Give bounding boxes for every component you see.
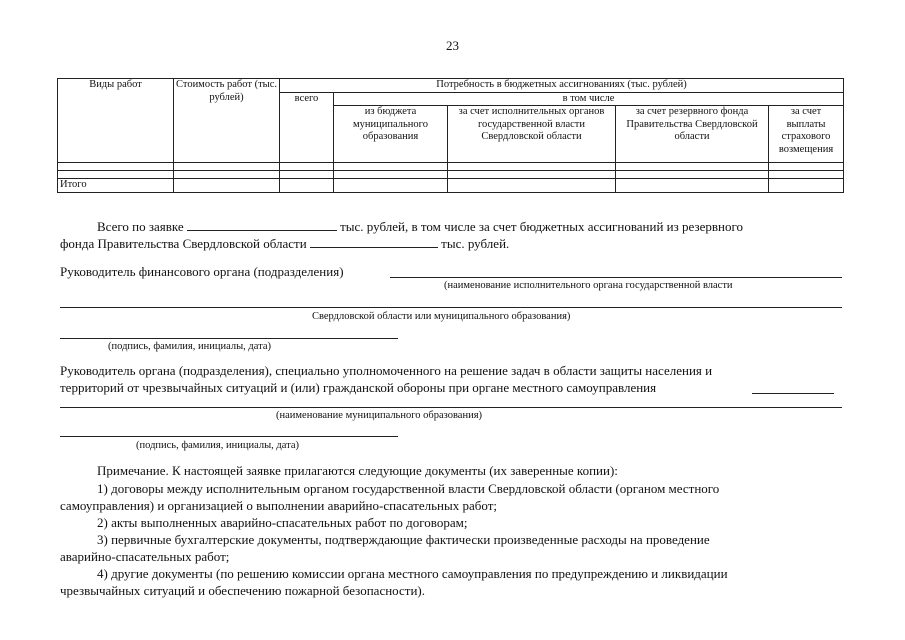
- note-item1-line2: самоуправления) и организацией о выполнении аварийно-спасательных работ;: [60, 498, 497, 513]
- table-row: [58, 171, 844, 179]
- table-cell: [280, 163, 334, 171]
- finance-head-signature-field[interactable]: [60, 338, 398, 339]
- header-municipal-budget: из бюджета муниципального образования: [334, 106, 448, 163]
- request-total-text: тыс. рублей, в том числе за счет бюджетных ассигнований из резервного: [340, 219, 743, 234]
- request-total-line2: [60, 235, 845, 252]
- budget-needs-table: [57, 78, 844, 193]
- header-including: в том числе: [334, 92, 844, 106]
- table-cell: [58, 163, 174, 171]
- table-cell: [174, 179, 280, 193]
- finance-head-caption1: (наименование исполнительного органа государственной власти: [444, 280, 733, 291]
- table-cell: [448, 179, 616, 193]
- total-row-label: Итого: [58, 179, 174, 193]
- table-cell: [280, 171, 334, 179]
- note-item4-line1: 4) другие документы (по решению комиссии органа местного самоуправления по предупреждению и ликвидации: [97, 566, 728, 581]
- note-item2: 2) акты выполненных аварийно-спасательных работ по договорам;: [97, 515, 468, 530]
- civil-defense-head-line1: Руководитель органа (подразделения), специально уполномоченного на решение задач в области защиты населения и: [60, 363, 713, 378]
- note-intro: Примечание. К настоящей заявке прилагаются следующие документы (их заверенные копии):: [97, 463, 618, 478]
- note-item3-line1: 3) первичные бухгалтерские документы, подтверждающие фактически произведенные расходы на проведение: [97, 532, 710, 547]
- finance-head-label: Руководитель финансового органа (подразделения): [60, 264, 344, 279]
- header-budget-need: Потребность в бюджетных ассигнованиях (тыс. рублей): [280, 79, 844, 93]
- civil-defense-head-field[interactable]: [60, 407, 842, 408]
- header-total: всего: [280, 92, 334, 163]
- request-total-line1: [97, 218, 845, 235]
- table-cell: [616, 179, 769, 193]
- note-item1-line1: 1) договоры между исполнительным органом государственной власти Свердловской области (органом местного: [97, 481, 720, 496]
- reserve-fund-label: фонда Правительства Свердловской области: [60, 236, 307, 251]
- request-total-label: Всего по заявке: [97, 219, 184, 234]
- table-cell: [769, 171, 844, 179]
- finance-head-signature-caption: (подпись, фамилия, инициалы, дата): [108, 341, 272, 352]
- header-reserve-fund: за счет резервного фонда Правительства Свердловской области: [616, 106, 769, 163]
- finance-head-caption2: Свердловской области или муниципального образования): [312, 311, 571, 322]
- civil-defense-head-signature-caption: (подпись, фамилия, инициалы, дата): [136, 440, 300, 451]
- header-insurance: за счет выплаты страхового возмещения: [769, 106, 844, 163]
- finance-head-field[interactable]: [390, 277, 842, 278]
- table-cell: [58, 171, 174, 179]
- civil-defense-head-caption: (наименование муниципального образования): [276, 410, 483, 421]
- table-row: [58, 163, 844, 171]
- table-cell: [616, 171, 769, 179]
- header-work-types: Виды работ: [58, 79, 174, 163]
- civil-defense-head-line2: территорий от чрезвычайных ситуаций и (или) гражданской обороны при органе местного самоуправления: [60, 380, 657, 395]
- note-item3-line2: аварийно-спасательных работ;: [60, 549, 230, 564]
- civil-defense-head-signature-field[interactable]: [60, 436, 398, 437]
- note-item4-line2: чрезвычайных ситуаций и обеспечению пожарной безопасности).: [60, 583, 425, 598]
- header-cost: Стоимость работ (тыс. рублей): [174, 79, 280, 163]
- table-cell: [769, 163, 844, 171]
- civil-defense-head-inline-field[interactable]: [752, 393, 834, 394]
- reserve-fund-blank[interactable]: [310, 235, 438, 248]
- table-cell: [174, 163, 280, 171]
- table-cell: [616, 163, 769, 171]
- table-cell: [334, 179, 448, 193]
- reserve-fund-unit: тыс. рублей.: [441, 236, 510, 251]
- table-cell: [280, 179, 334, 193]
- total-row: [58, 179, 844, 193]
- table-cell: [334, 163, 448, 171]
- page-number: 23: [446, 38, 459, 53]
- table-cell: [334, 171, 448, 179]
- request-total-blank[interactable]: [187, 218, 337, 231]
- table-cell: [769, 179, 844, 193]
- header-executive-organs: за счет исполнительных органов государственной власти Свердловской области: [448, 106, 616, 163]
- table-cell: [174, 171, 280, 179]
- finance-head-field2[interactable]: [60, 307, 842, 308]
- table-cell: [448, 171, 616, 179]
- table-cell: [448, 163, 616, 171]
